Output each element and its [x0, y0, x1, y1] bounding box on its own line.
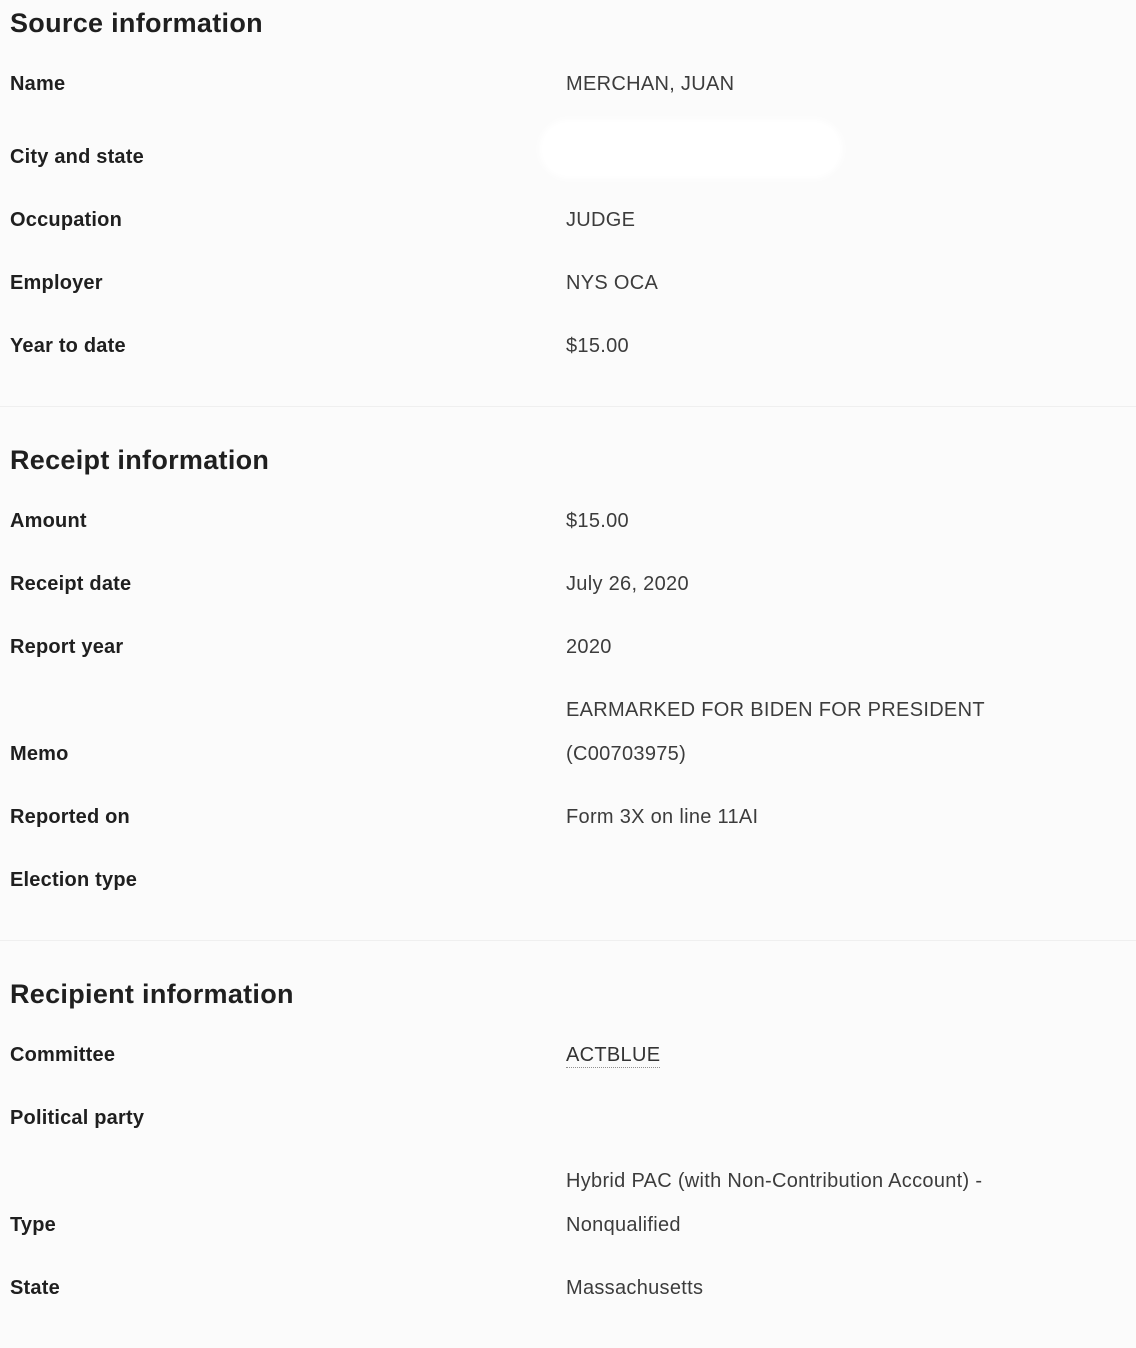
source-information-title: Source information [10, 8, 263, 38]
row-report-year [10, 625, 1126, 669]
committee-link[interactable]: ACTBLUE [566, 1044, 661, 1066]
report-year-value: 2020 [566, 636, 612, 658]
name-label: Name [10, 73, 66, 95]
city-and-state-value [566, 125, 1066, 179]
row-type [10, 1159, 1126, 1247]
occupation-value: JUDGE [566, 209, 636, 231]
section-source-information [0, 0, 1136, 407]
political-party-value [566, 1096, 1066, 1140]
row-city-and-state [10, 125, 1126, 179]
section-recipient-information [0, 941, 1136, 1348]
receipt-date-label: Receipt date [10, 573, 132, 595]
election-type-label: Election type [10, 869, 138, 891]
section-receipt-information [0, 407, 1136, 941]
committee-value [566, 1033, 1066, 1077]
type-label: Type [10, 1214, 56, 1236]
reported-on-value: Form 3X on line 11AI [566, 806, 759, 828]
name-value: MERCHAN, JUAN [566, 73, 735, 95]
row-election-type [10, 858, 1126, 902]
row-memo [10, 688, 1126, 776]
row-receipt-date [10, 562, 1126, 606]
row-year-to-date [10, 324, 1126, 368]
city-and-state-label: City and state [10, 146, 144, 168]
amount-value: $15.00 [566, 510, 629, 532]
occupation-label: Occupation [10, 209, 123, 231]
row-employer [10, 261, 1126, 305]
row-political-party [10, 1096, 1126, 1140]
report-year-label: Report year [10, 636, 124, 658]
row-committee [10, 1033, 1126, 1077]
recipient-information-title: Recipient information [10, 979, 294, 1009]
redaction-blob [542, 122, 840, 176]
employer-value: NYS OCA [566, 272, 659, 294]
memo-value: EARMARKED FOR BIDEN FOR PRESIDENT (C00703975) [566, 699, 985, 765]
receipt-information-title: Receipt information [10, 445, 270, 475]
row-name [10, 62, 1126, 106]
row-reported-on [10, 795, 1126, 839]
amount-label: Amount [10, 510, 87, 532]
year-to-date-label: Year to date [10, 335, 126, 357]
memo-label: Memo [10, 743, 69, 765]
row-occupation [10, 198, 1126, 242]
year-to-date-value: $15.00 [566, 335, 629, 357]
employer-label: Employer [10, 272, 103, 294]
receipt-date-value: July 26, 2020 [566, 573, 689, 595]
committee-label: Committee [10, 1044, 116, 1066]
row-state [10, 1266, 1126, 1310]
row-amount [10, 499, 1126, 543]
political-party-label: Political party [10, 1107, 145, 1129]
state-value: Massachusetts [566, 1277, 704, 1299]
state-label: State [10, 1277, 60, 1299]
reported-on-label: Reported on [10, 806, 130, 828]
type-value: Hybrid PAC (with Non-Contribution Account) - Nonqualified [566, 1170, 983, 1236]
election-type-value [566, 858, 1066, 902]
